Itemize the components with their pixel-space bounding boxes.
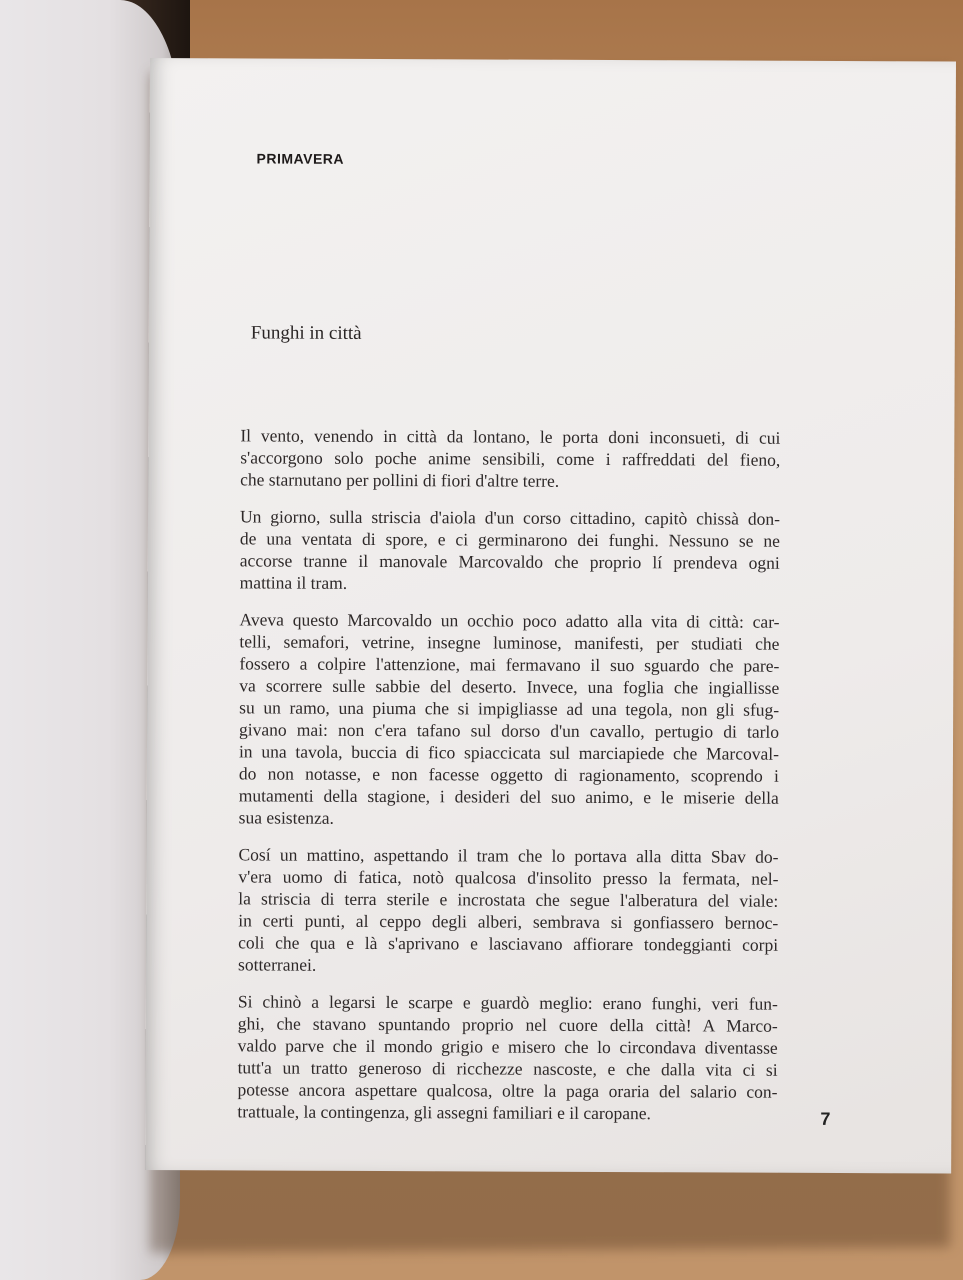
text-line: v'era uomo di fatica, notò qualcosa d'insolito presso la fermata, nel-	[238, 866, 779, 889]
text-line: do non notasse, e non facesse oggetto di ragionamento, scoprendo i	[238, 763, 779, 786]
text-line: Cosí un mattino, aspettando il tram che lo portava alla ditta Sbav do-	[238, 844, 779, 867]
text-line: coli che qua e là s'aprivano e lasciavano affiorare tondeggianti corpi	[238, 932, 779, 955]
text-line: Il vento, venendo in città da lontano, le porta doni inconsueti, di cui	[240, 425, 781, 448]
text-line: su un ramo, una piuma che si impigliasse ad una tegola, non gli sfug-	[239, 697, 780, 720]
paragraph	[239, 608, 780, 830]
text-line: mattina il tram.	[239, 572, 348, 593]
text-line: givano mai: non c'era tafano sul dorso d'un cavallo, pertugio di tarlo	[239, 719, 780, 742]
page-number: 7	[820, 1108, 831, 1129]
book-page	[145, 58, 956, 1174]
text-line: Si chinò a legarsi le scarpe e guardò meglio: erano funghi, veri fun-	[237, 991, 778, 1014]
text-line: in certi punti, al ceppo degli alberi, sembrava si gonfiassero bernoc-	[238, 910, 779, 933]
text-line: Un giorno, sulla striscia d'aiola d'un corso cittadino, capitò chissà don-	[239, 506, 781, 529]
text-line: de una ventata di spore, e ci germinarono dei funghi. Nessuno se ne	[239, 528, 780, 551]
text-line: la striscia di terra sterile e incrostata che segue l'alberatura del viale:	[238, 888, 779, 911]
text-line: telli, semafori, vetrine, insegne luminose, manifesti, per studiati che	[239, 631, 780, 654]
text-line: sua esistenza.	[238, 807, 334, 828]
text-line: mutamenti della stagione, i desideri del suo animo, e le miserie della	[238, 785, 779, 808]
text-line: s'accorgono solo poche anime sensibili, come i raffreddati del fieno,	[240, 447, 781, 470]
paragraph	[240, 424, 780, 492]
body-text	[237, 424, 780, 1139]
text-line: tutt'a un tratto generoso di ricchezze nascoste, e che dalla vita ci si	[237, 1057, 778, 1080]
text-line: valdo parve che il mondo grigio e misero che lo circondava diventasse	[237, 1035, 778, 1058]
paragraph	[238, 843, 779, 977]
running-head: PRIMAVERA	[256, 150, 345, 167]
text-line: potesse ancora aspettare qualcosa, oltre la paga oraria del salario con-	[237, 1079, 778, 1102]
text-line: sotterranei.	[238, 954, 317, 975]
text-line: fossero a colpire l'attenzione, mai fermavano il suo sguardo che pare-	[239, 653, 780, 676]
paragraph	[240, 505, 780, 595]
text-line: in una tavola, buccia di fico spiaccicata sul marciapiede che Marcoval-	[238, 741, 780, 764]
text-line: Aveva questo Marcovaldo un occhio poco adatto alla vita di città: car-	[239, 609, 780, 632]
text-line: che starnutano per pollini di fiori d'altre terre.	[240, 469, 560, 491]
text-line: accorse tranne il manovale Marcovaldo che proprio lí prendeva ogni	[239, 550, 780, 573]
text-line: trattuale, la contingenza, gli assegni familiari e il caropane.	[237, 1101, 651, 1124]
paragraph	[237, 990, 778, 1124]
text-line: va scorrere sulle sabbie del deserto. Invece, una foglia che ingiallisse	[239, 675, 780, 698]
text-line: ghi, che stavano spuntando proprio nel cuore della città! A Marco-	[237, 1013, 778, 1036]
chapter-title: Funghi in città	[250, 322, 362, 344]
